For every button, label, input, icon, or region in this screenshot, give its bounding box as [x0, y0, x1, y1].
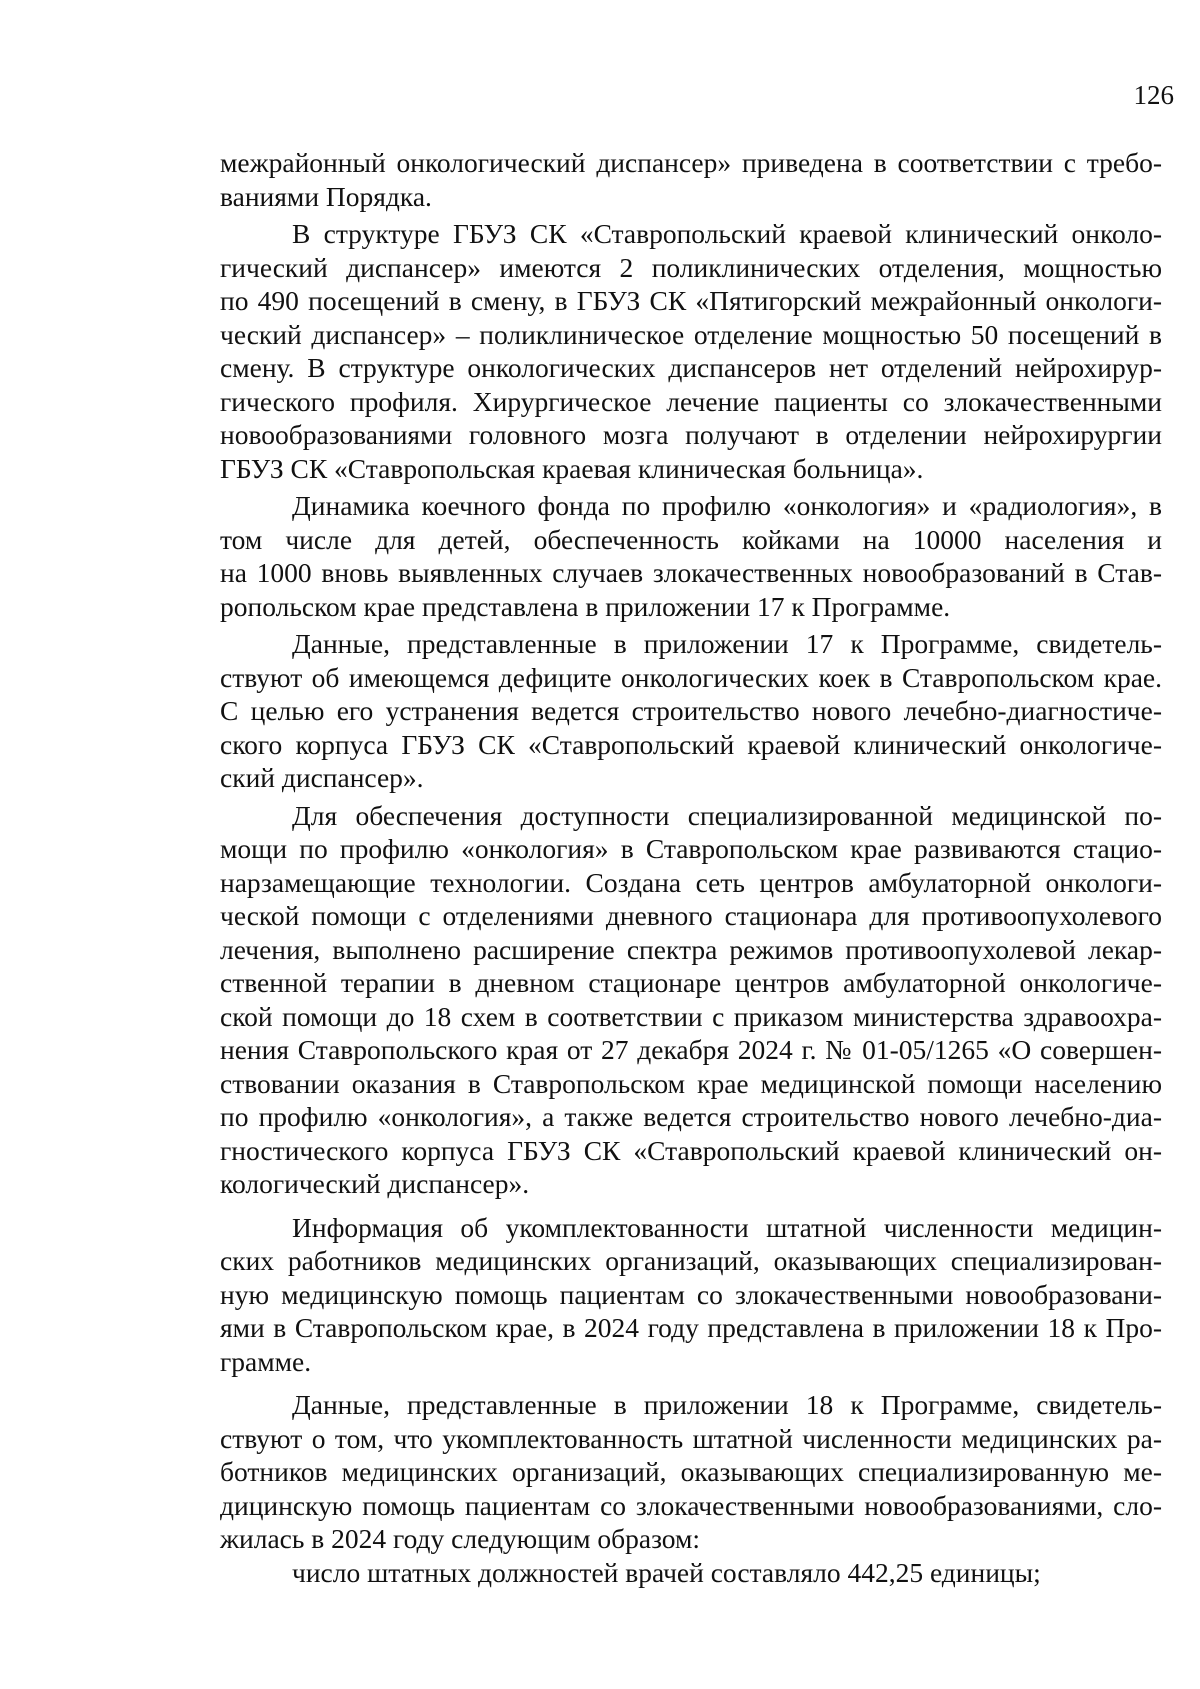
text-line: межрайонный онкологический диспансер» приведена в соответствии с требо-: [220, 147, 1162, 178]
text-line: гического профиля. Хирургическое лечение пациенты со злокачественными: [220, 385, 1162, 417]
text-line: Данные, представленные в приложении 17 к Программе, свидетель-: [292, 628, 1162, 659]
text-line: по профилю «онкология», а также ведется строительство нового лечебно-диа-: [220, 1101, 1162, 1132]
text-line: ческий диспансер» – поликлиническое отделение мощностью 50 посещений в: [220, 318, 1162, 350]
text-line: ную медицинскую помощь пациентам со злокачественными новообразовани-: [220, 1278, 1162, 1310]
text-line: число штатных должностей врачей составляло 442,25 единицы;: [292, 1556, 1041, 1588]
text-line: на 1000 вновь выявленных случаев злокачественных новообразований в Став-: [220, 557, 1162, 588]
text-line: ваниями Порядка.: [220, 180, 432, 212]
text-line: гностического корпуса ГБУЗ СК «Ставропольский краевой клинический он-: [220, 1134, 1162, 1166]
text-line: ями в Ставропольском крае, в 2024 году представлена в приложении 18 к Про-: [220, 1312, 1162, 1343]
text-line: жилась в 2024 году следующим образом:: [220, 1523, 701, 1554]
text-line: смену. В структуре онкологических диспансеров нет отделений нейрохирур-: [220, 352, 1162, 383]
text-line: Данные, представленные в приложении 18 к Программе, свидетель-: [292, 1389, 1162, 1420]
body-text: [220, 146, 1162, 1589]
text-line: ствуют об имеющемся дефиците онкологических коек в Ставропольском крае.: [220, 661, 1162, 693]
text-line: нарзамещающие технологии. Создана сеть центров амбулаторной онкологи-: [220, 866, 1162, 898]
text-line: кологический диспансер».: [220, 1168, 530, 1199]
text-line: ботников медицинских организаций, оказывающих специализированную ме-: [220, 1456, 1162, 1487]
text-line: новообразованиями головного мозга получают в отделении нейрохирургии: [220, 419, 1162, 450]
text-line: гический диспансер» имеются 2 поликлинических отделения, мощностью: [220, 251, 1162, 283]
text-line: В структуре ГБУЗ СК «Ставропольский краевой клинический онколо-: [292, 218, 1162, 249]
text-line: С целью его устранения ведется строительство нового лечебно-диагностиче-: [220, 695, 1162, 726]
text-line: ческой помощи с отделениями дневного стационара для противоопухолевого: [220, 900, 1162, 931]
text-line: ственной терапии в дневном стационаре центров амбулаторной онкологиче-: [220, 967, 1162, 998]
text-line: том числе для детей, обеспеченность койками на 10000 населения и: [220, 523, 1162, 555]
text-line: Динамика коечного фонда по профилю «онкология» и «радиология», в: [292, 490, 1162, 521]
text-line: Для обеспечения доступности специализированной медицинской по-: [292, 799, 1162, 831]
text-line: по 490 посещений в смену, в ГБУЗ СК «Пятигорский межрайонный онкологи-: [220, 285, 1162, 316]
text-line: Информация об укомплектованности штатной численности медицин-: [292, 1211, 1162, 1243]
page-number: 126: [1133, 80, 1174, 110]
text-line: грамме.: [220, 1345, 312, 1377]
text-line: ских работников медицинских организаций, оказывающих специализирован-: [220, 1245, 1162, 1276]
text-line: ский диспансер».: [220, 762, 424, 793]
text-line: ствовании оказания в Ставропольском крае медицинской помощи населению: [220, 1067, 1162, 1099]
text-line: ропольском крае представлена в приложении 17 к Программе.: [220, 590, 951, 622]
text-line: мощи по профилю «онкология» в Ставропольском крае развиваются стацио-: [220, 833, 1162, 864]
text-line: лечения, выполнено расширение спектра режимов противоопухолевой лекар-: [220, 933, 1162, 965]
text-line: дицинскую помощь пациентам со злокачественными новообразованиями, сло-: [220, 1489, 1162, 1521]
text-line: нения Ставропольского края от 27 декабря 2024 г. № 01-05/1265 «О совершен-: [220, 1034, 1162, 1065]
text-line: ской помощи до 18 схем в соответствии с приказом министерства здравоохра-: [220, 1000, 1162, 1032]
text-line: ского корпуса ГБУЗ СК «Ставропольский краевой клинический онкологиче-: [220, 728, 1162, 760]
text-line: ствуют о том, что укомплектованность штатной численности медицинских ра-: [220, 1422, 1162, 1454]
text-line: ГБУЗ СК «Ставропольская краевая клиническая больница».: [220, 452, 924, 484]
